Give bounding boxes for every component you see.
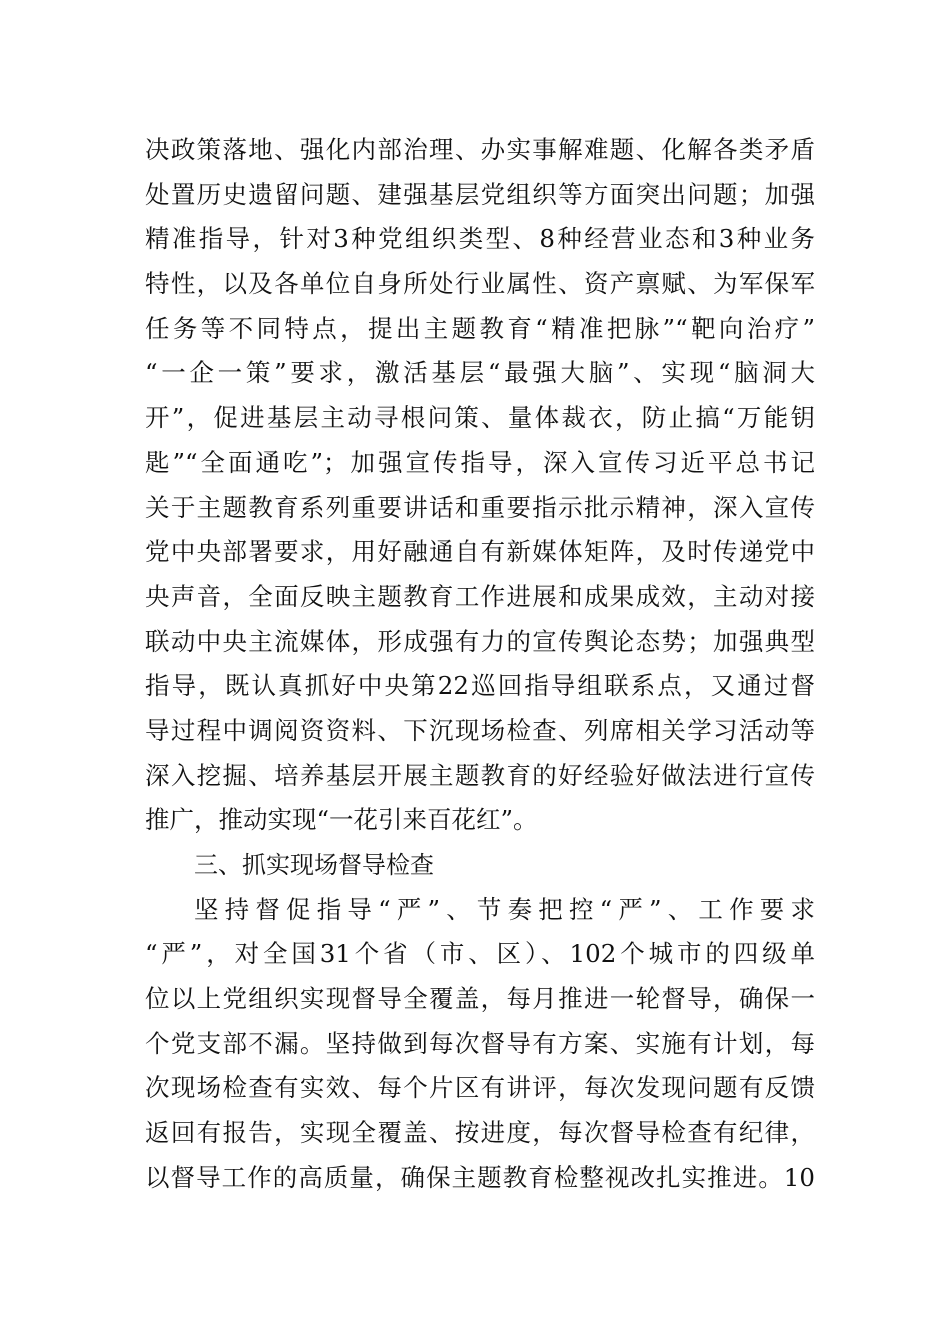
text-line: 指导，既认真抓好中央第22巡回指导组联系点，又通过督 [145,671,815,701]
text-line: 任务等不同特点，提出主题教育“精准把脉”“靶向治疗” [145,313,815,343]
body-text [145,128,815,1201]
text-line: 深入挖掘、培养基层开展主题教育的好经验好做法进行宣传 [145,760,815,790]
text-line: 央声音，全面反映主题教育工作进展和成果成效，主动对接 [145,581,815,611]
text-line: “一企一策”要求，激活基层“最强大脑”、实现“脑洞大 [145,358,815,388]
text-line: 匙”“全面通吃”；加强宣传指导，深入宣传习近平总书记 [145,447,815,477]
text-line: 推广，推动实现“一花引来百花红”。 [145,805,538,835]
section-heading: 三、抓实现场督导检查 [194,851,434,879]
text-line: 位以上党组织实现督导全覆盖，每月推进一轮督导，确保一 [145,984,815,1014]
text-line: 以督导工作的高质量，确保主题教育检整视改扎实推进。10 [145,1162,815,1192]
text-line: 党中央部署要求，用好融通自有新媒体矩阵，及时传递党中 [145,537,815,567]
text-line: “严”，对全国31个省（市、区）、102个城市的四级单 [145,939,815,969]
text-line: 坚持督促指导“严”、节奏把控“严”、工作要求 [194,894,815,924]
text-line: 决政策落地、强化内部治理、办实事解难题、化解各类矛盾 [145,135,815,164]
text-line: 返回有报告，实现全覆盖、按进度，每次督导检查有纪律， [145,1118,815,1148]
text-line: 特性，以及各单位自身所处行业属性、资产禀赋、为军保军 [145,269,815,299]
text-line: 精准指导，针对3种党组织类型、8种经营业态和3种业务 [145,224,815,254]
text-line: 处置历史遗留问题、建强基层党组织等方面突出问题；加强 [145,179,815,209]
text-line: 关于主题教育系列重要讲话和重要指示批示精神，深入宣传 [145,492,815,522]
text-line: 联动中央主流媒体，形成强有力的宣传舆论态势；加强典型 [145,626,815,656]
text-line: 开”，促进基层主动寻根问策、量体裁衣，防止搞“万能钥 [145,403,815,433]
text-line: 导过程中调阅资资料、下沉现场检查、列席相关学习活动等 [145,715,815,745]
text-line: 次现场检查有实效、每个片区有讲评，每次发现问题有反馈 [145,1073,815,1103]
text-line: 个党支部不漏。坚持做到每次督导有方案、实施有计划，每 [145,1028,815,1058]
